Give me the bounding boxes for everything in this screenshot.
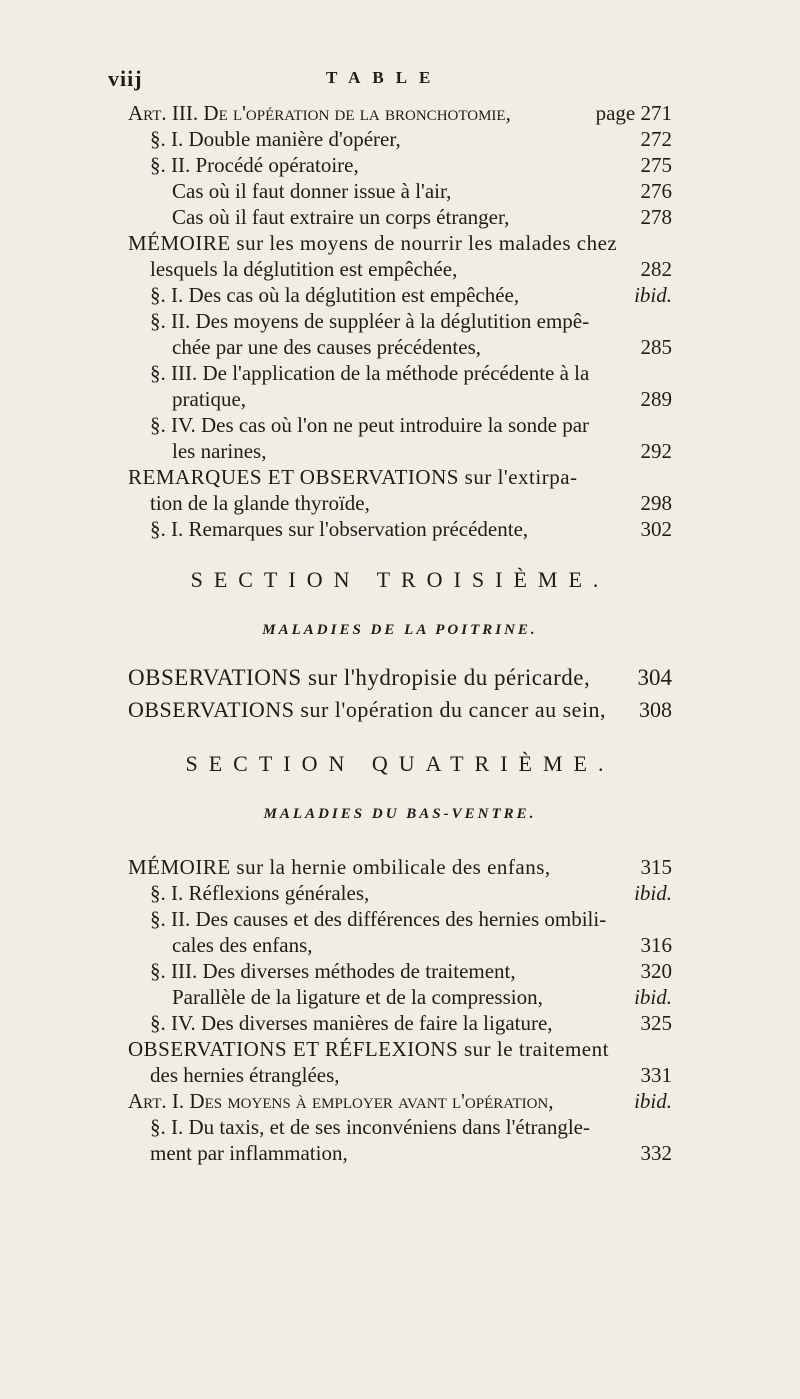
toc-entry-text: Cas où il faut extraire un corps étranger, <box>172 205 510 229</box>
toc-entry-page: 285 <box>640 335 672 359</box>
toc-entry-page: 276 <box>640 179 672 203</box>
section-title: SECTION TROISIÈME. <box>190 567 610 592</box>
toc-entry <box>0 334 672 360</box>
toc-entry-page: 298 <box>640 491 672 515</box>
toc-entry-text: §. IV. Des diverses manières de faire la ligature, <box>150 1011 553 1035</box>
toc-entry-text: MÉMOIRE sur les moyens de nourrir les malades chez <box>128 231 618 255</box>
toc-entry <box>0 854 672 880</box>
section-title: SECTION QUATRIÈME. <box>185 751 615 776</box>
toc-entry <box>0 1062 672 1088</box>
toc-entry <box>0 126 672 152</box>
running-head-title: TABLE <box>326 68 443 87</box>
toc-entry <box>0 256 672 282</box>
toc-entry <box>0 880 672 906</box>
toc-entry <box>0 662 672 694</box>
toc-entry-text: §. III. Des diverses méthodes de traitement, <box>150 959 516 983</box>
toc-entry <box>0 152 672 178</box>
toc-entry-text: Parallèle de la ligature et de la compression, <box>172 985 543 1009</box>
toc-entry-text: §. I. Du taxis, et de ses inconvéniens dans l'étrangle- <box>150 1115 590 1139</box>
toc-entry-page: 316 <box>640 933 672 957</box>
toc-entry-page: 272 <box>640 127 672 151</box>
toc-entry-page: 275 <box>640 153 672 177</box>
toc-entry <box>0 282 672 308</box>
toc-entry-page: 289 <box>640 387 672 411</box>
toc-entry <box>0 204 672 230</box>
toc-entry-page: 325 <box>640 1011 672 1035</box>
toc-entry-text: §. III. De l'application de la méthode précédente à la <box>150 361 590 385</box>
toc-entry <box>0 100 672 126</box>
toc-entry <box>0 694 672 726</box>
section-subtitle: MALADIES DU BAS-VENTRE. <box>263 806 537 822</box>
toc-entry <box>0 464 672 490</box>
toc-entry-text: des hernies étranglées, <box>150 1063 340 1087</box>
toc-entry-page: 315 <box>640 855 672 879</box>
toc-entry-text: OBSERVATIONS sur l'hydropisie du péricarde, <box>128 665 591 690</box>
toc-entry-page: page 271 <box>595 101 672 125</box>
toc-entry-page: 302 <box>640 517 672 541</box>
toc-entry-page: ibid. <box>634 1089 672 1113</box>
toc-entry-text: chée par une des causes précédentes, <box>172 335 482 359</box>
toc-entry <box>0 1088 672 1114</box>
toc-entry-text: REMARQUES ET OBSERVATIONS sur l'extirpa- <box>128 465 578 489</box>
toc-entry <box>0 386 672 412</box>
toc-entry-text: Cas où il faut donner issue à l'air, <box>172 179 452 203</box>
toc-entry-page: 308 <box>639 697 672 722</box>
toc-entry <box>0 230 672 256</box>
toc-entry <box>0 1114 672 1140</box>
toc-entry-page: 304 <box>637 665 672 690</box>
toc-entry <box>0 360 672 386</box>
toc-entry-text: §. II. Des moyens de suppléer à la déglutition empê- <box>150 309 590 333</box>
toc-entry-page: ibid. <box>634 283 672 307</box>
toc-entry-page: 332 <box>640 1141 672 1165</box>
toc-entry-text: Art. III. De l'opération de la bronchotomie, <box>128 101 511 125</box>
running-head <box>108 66 708 96</box>
toc-entry-text: OBSERVATIONS ET RÉFLEXIONS sur le traitement <box>128 1037 609 1061</box>
toc-entry-text: §. I. Remarques sur l'observation précédente, <box>150 517 529 541</box>
toc-entry-text: §. I. Réflexions générales, <box>150 881 370 905</box>
toc-entry <box>0 308 672 334</box>
toc-entry <box>0 906 672 932</box>
toc-entry-text: §. I. Des cas où la déglutition est empêchée, <box>150 283 520 307</box>
toc-entry-text: §. II. Procédé opératoire, <box>150 153 359 177</box>
toc-entry-text: MÉMOIRE sur la hernie ombilicale des enfans, <box>128 855 551 879</box>
toc-entry-text: cales des enfans, <box>172 933 313 957</box>
toc-entry-text: pratique, <box>172 387 247 411</box>
toc-entry <box>0 1140 672 1166</box>
toc-entry <box>0 178 672 204</box>
section-subtitle: MALADIES DE LA POITRINE. <box>262 622 538 638</box>
toc-entry-page: 292 <box>640 439 672 463</box>
page-folio: viij <box>108 66 143 91</box>
toc-entry-text: Art. I. Des moyens à employer avant l'opération, <box>128 1089 554 1113</box>
toc-entry-page: 320 <box>640 959 672 983</box>
toc-entry-text: tion de la glande thyroïde, <box>150 491 370 515</box>
toc-entry <box>0 932 672 958</box>
toc-entry <box>0 1010 672 1036</box>
toc-entry-page: ibid. <box>634 881 672 905</box>
toc-entry <box>0 490 672 516</box>
toc-entry <box>0 516 672 542</box>
toc-entry-text: §. IV. Des cas où l'on ne peut introduire la sonde par <box>150 413 590 437</box>
toc-entry <box>0 1036 672 1062</box>
toc-entry-text: ment par inflammation, <box>150 1141 348 1165</box>
toc-entry-text: §. II. Des causes et des différences des hernies ombili- <box>150 907 607 931</box>
toc-entry-text: §. I. Double manière d'opérer, <box>150 127 401 151</box>
toc-entry-page: 331 <box>640 1063 672 1087</box>
toc-entry-text: lesquels la déglutition est empêchée, <box>150 257 458 281</box>
toc-entry-text: OBSERVATIONS sur l'opération du cancer au sein, <box>128 697 607 722</box>
toc-entry-page: 282 <box>640 257 672 281</box>
toc-entry-text: les narines, <box>172 439 267 463</box>
toc-entry <box>0 438 672 464</box>
toc-entry <box>0 958 672 984</box>
toc-entry <box>0 412 672 438</box>
toc-entry <box>0 984 672 1010</box>
toc-entry-page: 278 <box>640 205 672 229</box>
table-of-contents <box>0 100 800 1166</box>
toc-entry-page: ibid. <box>634 985 672 1009</box>
